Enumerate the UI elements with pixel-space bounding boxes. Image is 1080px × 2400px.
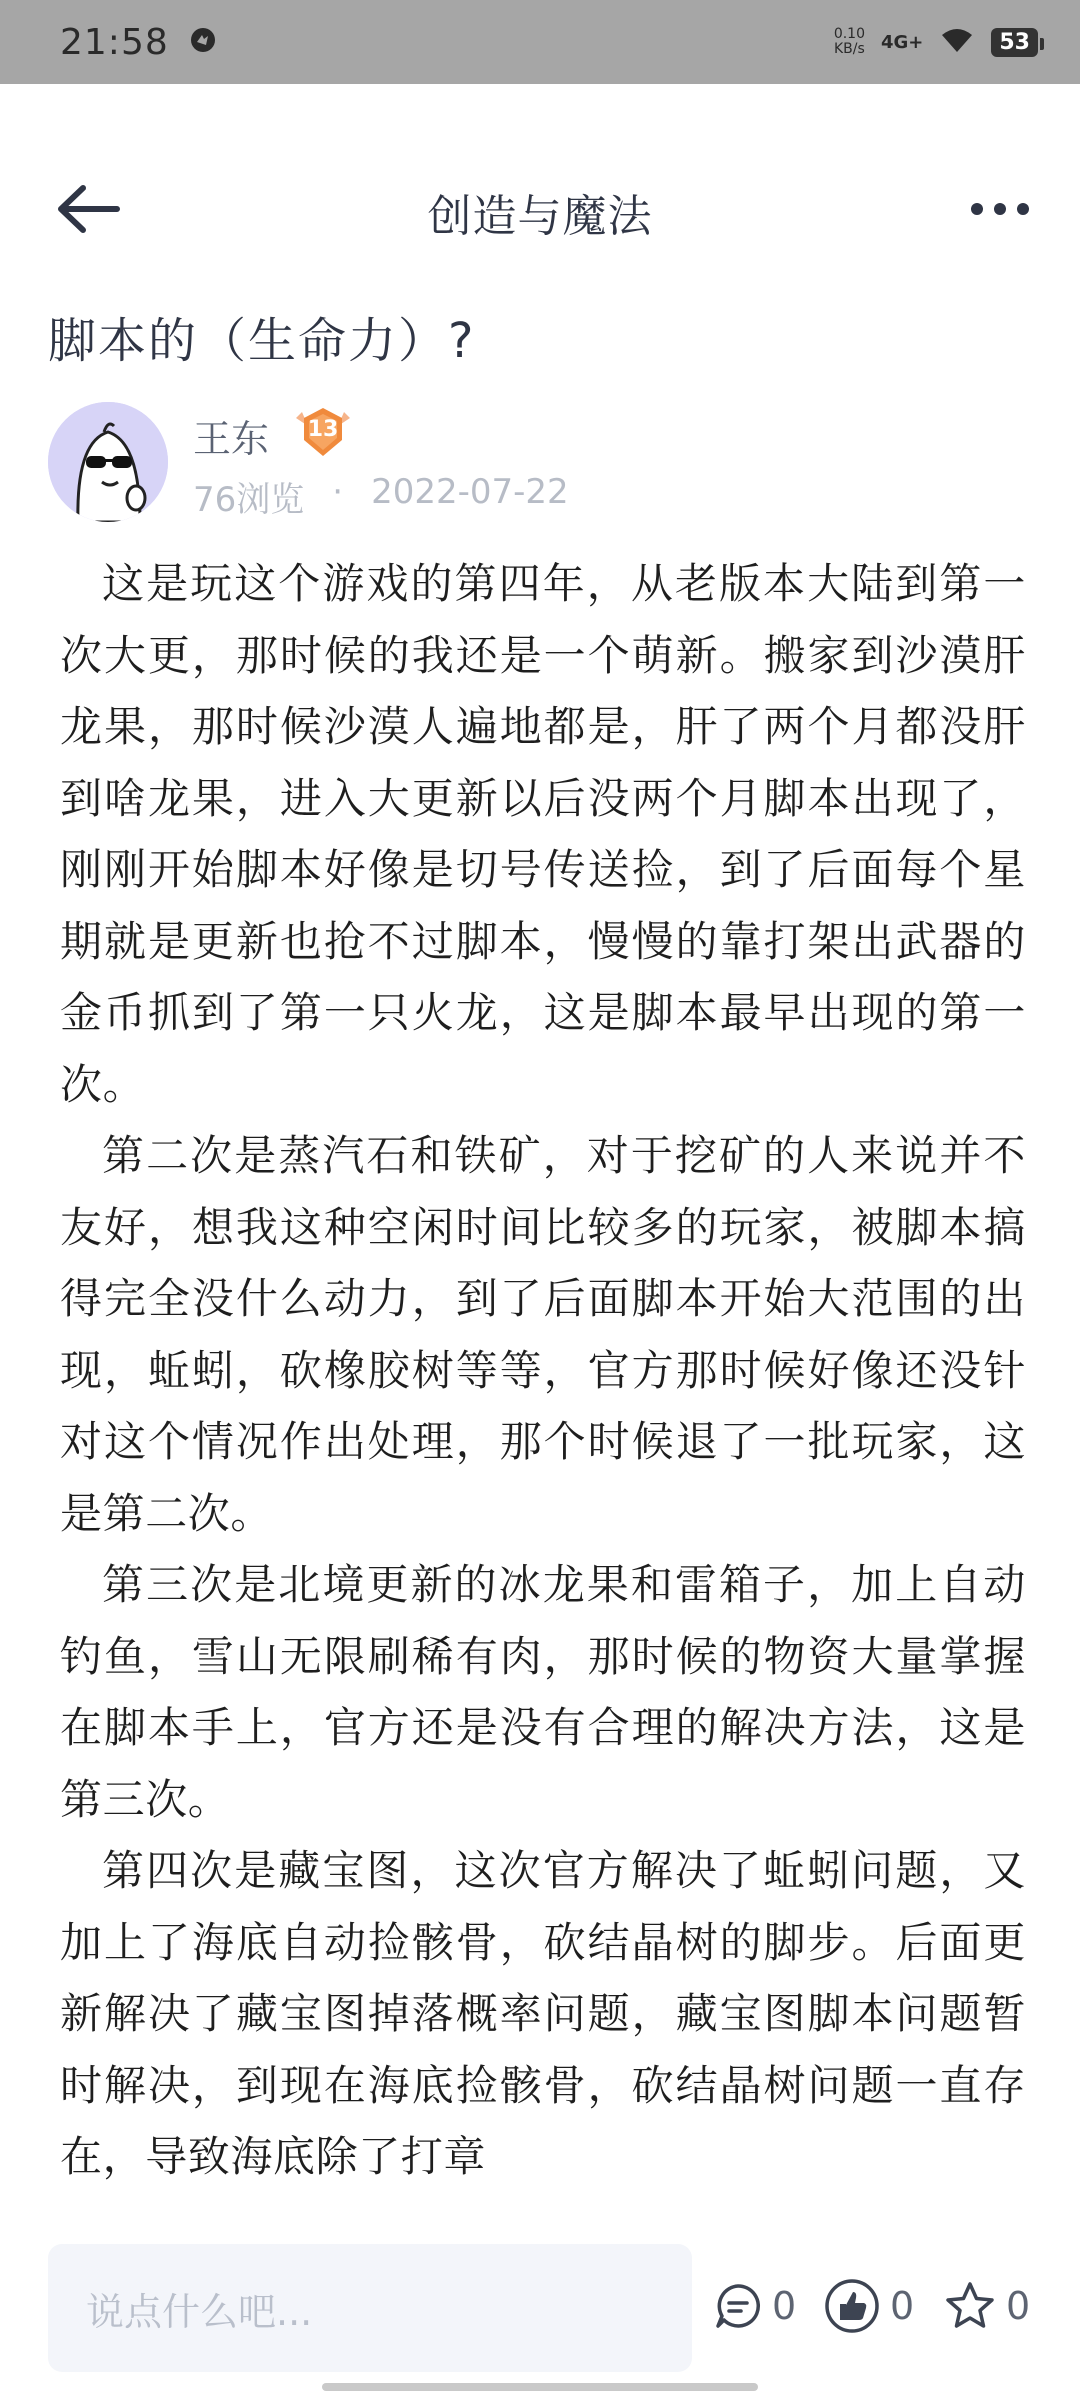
comment-placeholder: 说点什么吧... [86, 2289, 313, 2334]
app-header [0, 84, 1080, 314]
level-number: 13 [307, 417, 339, 442]
avatar[interactable] [48, 402, 168, 522]
status-left [60, 22, 217, 63]
comment-input[interactable] [48, 2244, 692, 2372]
net-speed: 0.10 KB/s [833, 26, 865, 57]
favorite-count: 0 [1006, 2284, 1031, 2328]
post-date: 2022-07-22 [371, 472, 569, 512]
star-icon [944, 2280, 996, 2332]
status-bar [0, 0, 1080, 84]
post-body [60, 548, 1026, 2193]
comment-count: 0 [772, 2284, 797, 2328]
view-count: 76浏览 [193, 480, 305, 520]
more-dots-icon [971, 203, 983, 215]
meta-separator: · [332, 472, 344, 512]
avatar-image [48, 402, 168, 522]
app-notification-icon [189, 26, 217, 58]
author-name[interactable]: 王东 [193, 417, 270, 461]
network-type: 4G+ [880, 31, 924, 53]
post-paragraph: 第三次是北境更新的冰龙果和雷箱子，加上自动钓鱼，雪山无限刷稀有肉，那时候的物资大量掌握在脚本手上，官方还是没有合理的解决方法，这是第三次。 [60, 1560, 1026, 1824]
battery-indicator: 53 [991, 28, 1038, 57]
thumbs-up-icon [824, 2278, 880, 2334]
post-paragraph: 第四次是藏宝图，这次官方解决了蚯蚓问题，又加上了海底自动捡骸骨，砍结晶树的脚步。后面更新解决了藏宝图掉落概率问题，藏宝图脚本问题暂时解决，到现在海底捡骸骨，砍结晶树问题一直存在，导致海底除了打章 [60, 1846, 1026, 2181]
home-indicator[interactable] [322, 2383, 758, 2391]
status-time: 21:58 [60, 21, 169, 63]
page-title: 创造与魔法 [427, 191, 653, 242]
wifi-icon [939, 26, 975, 58]
author-meta [193, 472, 569, 521]
like-button[interactable] [824, 2274, 914, 2338]
bottom-action-bar [0, 2228, 1080, 2400]
author-info [48, 402, 1032, 526]
status-right [834, 26, 1038, 58]
post-title: 脚本的（生命力）? [48, 313, 476, 369]
comment-icon [714, 2282, 762, 2330]
post-paragraph: 这是玩这个游戏的第四年，从老版本大陆到第一次大更，那时候的我还是一个萌新。搬家到沙漠肝龙果，那时候沙漠人遍地都是，肝了两个月都没肝到啥龙果，进入大更新以后没两个月脚本出现了，刚刚开始脚本好像是切号传送捡，到了后面每个星期就是更新也抢不过脚本，慢慢的靠打架出武器的金币抓到了第一只火龙，这是脚本最早出现的第一次。 [60, 559, 1026, 1109]
like-count: 0 [890, 2284, 915, 2328]
post-paragraph: 第二次是蒸汽石和铁矿，对于挖矿的人来说并不友好，想我这种空闲时间比较多的玩家，被脚本搞得完全没什么动力，到了后面脚本开始大范围的出现，蚯蚓，砍橡胶树等等，官方那时候好像还没针对这个情况作出处理，那个时候退了一批玩家，这是第二次。 [60, 1131, 1026, 1538]
comment-button[interactable] [714, 2274, 796, 2338]
favorite-button[interactable] [944, 2274, 1030, 2338]
more-options-button[interactable] [960, 174, 1040, 244]
level-badge [292, 404, 354, 460]
